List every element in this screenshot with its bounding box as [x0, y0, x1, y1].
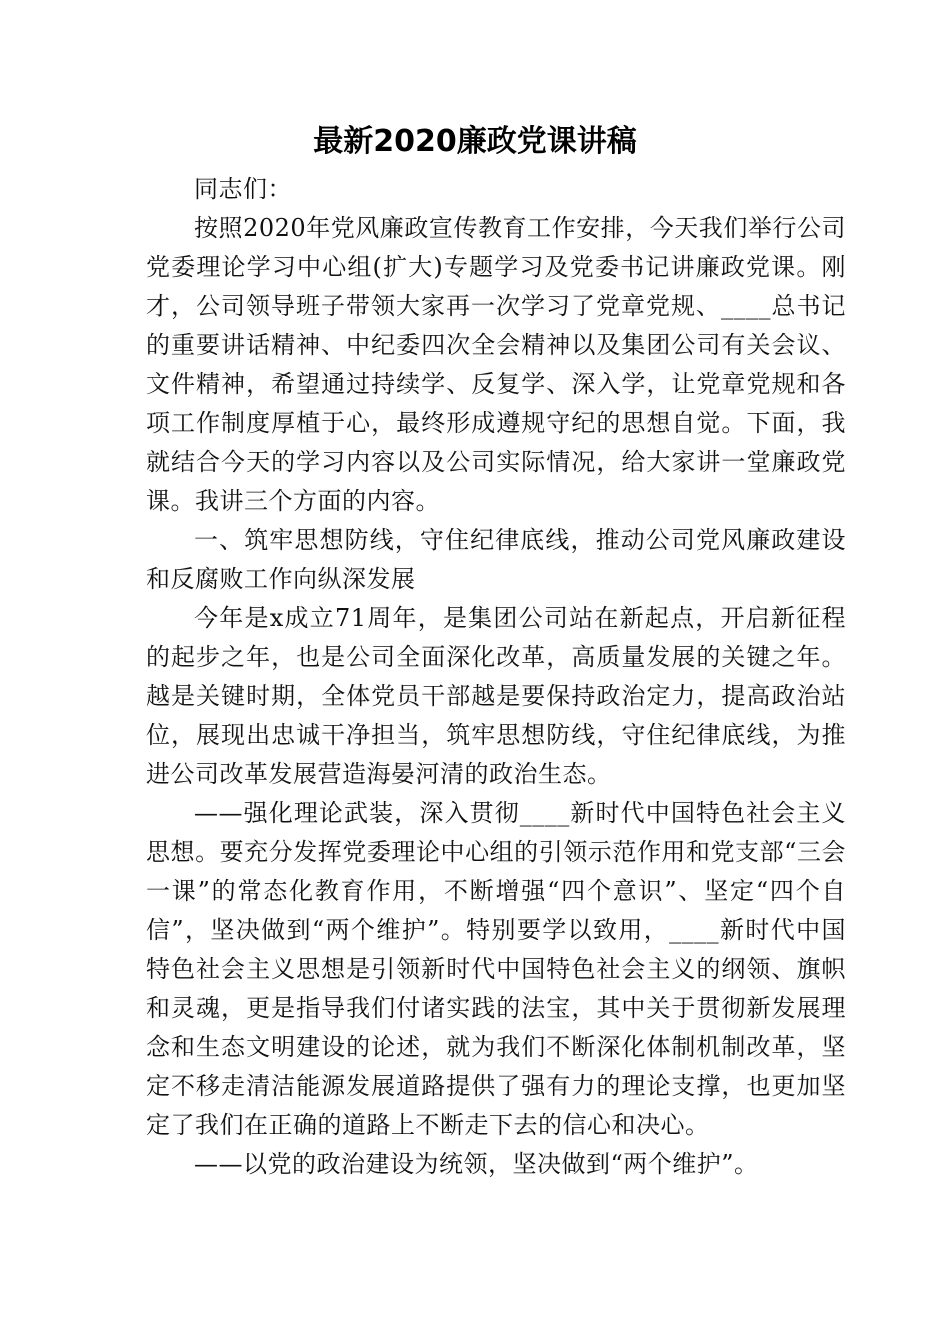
- salutation-paragraph: 同志们：: [194, 175, 292, 203]
- intro-paragraph: 按照2020年党风廉政宣传教育工作安排，今天我们举行公司党委理论学习中心组(扩大)专题学习及党委书记讲廉政党课。刚才，公司领导班子带领大家再一次学习了党章党规、____总书记的重要讲话精神、中纪委四次全会精神以及集团公司有关会议、文件精神，希望通过持续学、反复学、深入学，让党章党规和各项工作制度厚植于心，最终形成遵规守纪的思想自觉。下面，我就结合今天的学习内容以及公司实际情况，给大家讲一堂廉政党课。我讲三个方面的内容。: [146, 214, 846, 515]
- document-title: 最新2020廉政党课讲稿: [313, 124, 637, 159]
- document-body: [146, 170, 846, 1184]
- body-paragraph: ——强化理论武装，深入贯彻____新时代中国特色社会主义思想。要充分发挥党委理论中心组的引领示范作用和党支部“三会一课”的常态化教育作用，不断增强“四个意识”、坚定“四个自信”，坚决做到“两个维护”。特别要学以致用，____新时代中国特色社会主义思想是引领新时代中国特色社会主义的纲领、旗帜和灵魂，更是指导我们付诸实践的法宝，其中关于贯彻新发展理念和生态文明建设的论述，就为我们不断深化体制机制改革，坚定不移走清洁能源发展道路提供了强有力的理论支撑，也更加坚定了我们在正确的道路上不断走下去的信心和决心。: [146, 799, 846, 1139]
- body-paragraph: ——以党的政治建设为统领，坚决做到“两个维护”。: [194, 1150, 759, 1178]
- section-heading-1: 一、筑牢思想防线，守住纪律底线，推动公司党风廉政建设和反腐败工作向纵深发展: [146, 526, 846, 593]
- body-paragraph: 今年是x成立71周年，是集团公司站在新起点，开启新征程的起步之年，也是公司全面深化改革，高质量发展的关键之年。越是关键时期，全体党员干部越是要保持政治定力，提高政治站位，展现出忠诚干净担当，筑牢思想防线，守住纪律底线，为推进公司改革发展营造海晏河清的政治生态。: [146, 604, 846, 788]
